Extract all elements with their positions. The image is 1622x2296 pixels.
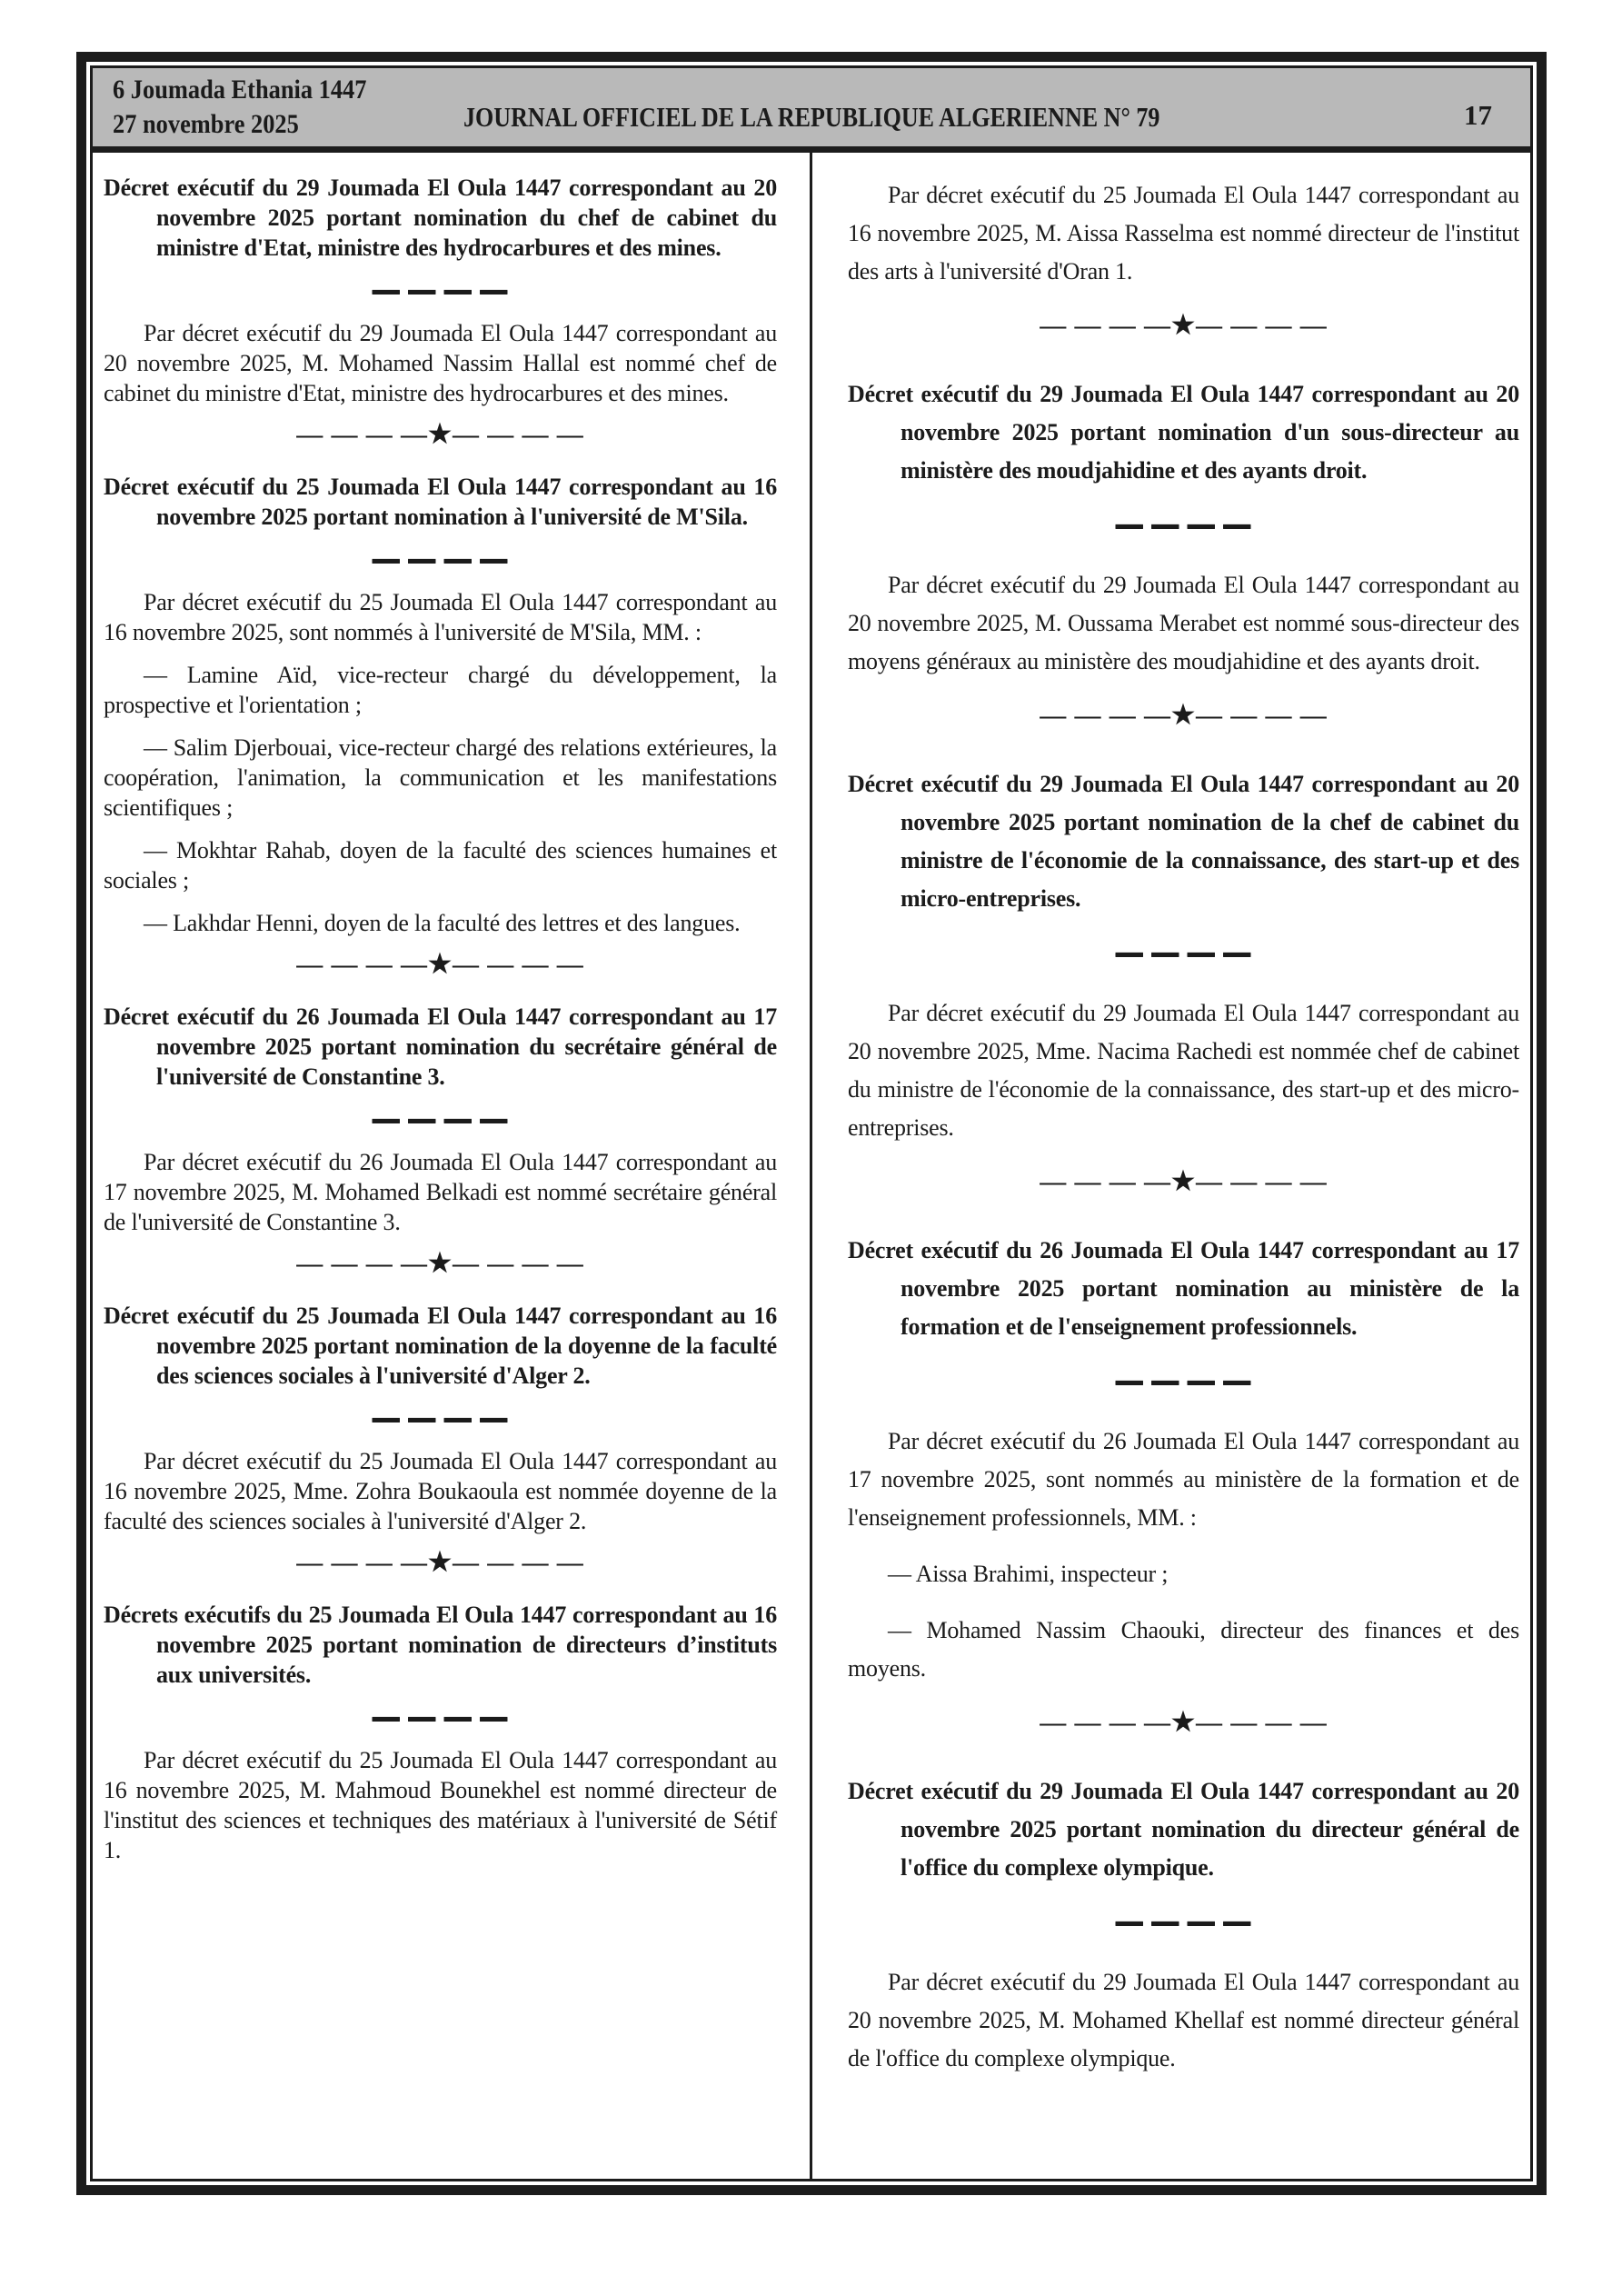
decree-heading: Décret exécutif du 29 Joumada El Oula 1447 correspondant au 20 novembre 2025 portant nomination du directeur général de l'office du complexe olympique. (848, 1778, 1519, 1881)
dash-separator: — — — — (372, 1402, 509, 1432)
star-separator: — — — —★— — — — (1040, 1708, 1328, 1737)
star-separator: — — — —★— — — — (296, 420, 584, 449)
gregorian-date: 27 novembre 2025 (113, 109, 299, 139)
star-separator: — — — —★— — — — (296, 1548, 584, 1577)
star-separator: — — — —★— — — — (296, 1249, 584, 1278)
decree-heading: Décret exécutif du 25 Joumada El Oula 1447 correspondant au 16 novembre 2025 portant nomination de la doyenne de la faculté des sciences sociales à l'université d'Alger 2. (104, 1303, 777, 1389)
page-inner-border (90, 65, 1533, 2181)
journal-title: JOURNAL OFFICIEL DE LA REPUBLIQUE ALGERIENNE N° 79 (463, 101, 1160, 133)
decree-heading: Décrets exécutifs du 25 Joumada El Oula 1447 correspondant au 16 novembre 2025 portant nomination de directeurs d’instituts aux universités. (104, 1602, 777, 1688)
hijri-date: 6 Joumada Ethania 1447 (113, 75, 367, 105)
page-content (93, 153, 1530, 2179)
column-divider (810, 153, 812, 2179)
decree-heading: Décret exécutif du 29 Joumada El Oula 1447 correspondant au 20 novembre 2025 portant nomination de la chef de cabinet du ministre de l'économie de la connaissance, des start-up et des micro-entreprises. (848, 771, 1519, 912)
page-frame (76, 52, 1547, 2195)
decree-paragraph: Par décret exécutif du 26 Joumada El Oula 1447 correspondant au 17 novembre 2025, sont nommés au ministère de la formation et de l'enseignement professionnels, MM. : (848, 1428, 1519, 1531)
star-separator: — — — —★— — — — (296, 950, 584, 979)
decree-paragraph: Par décret exécutif du 29 Joumada El Oula 1447 correspondant au 20 novembre 2025, M. Mohamed Khellaf est nommé directeur général de l'office du complexe olympique. (848, 1969, 1519, 2071)
nomination-list-item: — Lakhdar Henni, doyen de la faculté des lettres et des langues. (144, 910, 741, 936)
content-left-column (93, 153, 811, 2179)
nomination-list-item: — Mokhtar Rahab, doyen de la faculté des sciences humaines et sociales ; (104, 837, 777, 893)
star-separator: — — — —★— — — — (1040, 311, 1328, 340)
dash-separator: — — — — (372, 543, 509, 573)
decree-heading: Décret exécutif du 29 Joumada El Oula 1447 correspondant au 20 novembre 2025 portant nomination d'un sous-directeur au ministère des moudjahidine et des ayants droit. (848, 381, 1519, 484)
decree-heading: Décret exécutif du 26 Joumada El Oula 1447 correspondant au 17 novembre 2025 portant nomination au ministère de la formation et de l'enseignement professionnels. (848, 1237, 1519, 1340)
decree-paragraph: Par décret exécutif du 29 Joumada El Oula 1447 correspondant au 20 novembre 2025, M. Oussama Merabet est nommé sous-directeur des moyens généraux au ministère des moudjahidine et des ayants droit. (848, 572, 1519, 674)
dash-separator: — — — — (1115, 508, 1252, 538)
content-right-column (811, 153, 1530, 2179)
nomination-list-item: — Salim Djerbouai, vice-recteur chargé des relations extérieures, la coopération, l'animation, la communication et les manifestations scientifiques ; (104, 734, 777, 821)
decree-paragraph: Par décret exécutif du 25 Joumada El Oula 1447 correspondant au 16 novembre 2025, M. Mahmoud Bounekhel est nommé directeur de l'institut des sciences et techniques des matériaux à l'université de Sétif 1. (104, 1747, 777, 1863)
decree-paragraph: Par décret exécutif du 25 Joumada El Oula 1447 correspondant au 16 novembre 2025, sont nommés à l'université de M'Sila, MM. : (104, 589, 777, 645)
decree-heading: Décret exécutif du 25 Joumada El Oula 1447 correspondant au 16 novembre 2025 portant nomination à l'université de M'Sila. (104, 474, 777, 530)
page-number: 17 (1464, 99, 1492, 131)
decree-paragraph: Par décret exécutif du 26 Joumada El Oula 1447 correspondant au 17 novembre 2025, M. Mohamed Belkadi est nommé secrétaire général de l'université de Constantine 3. (104, 1149, 777, 1235)
decree-heading: Décret exécutif du 26 Joumada El Oula 1447 correspondant au 17 novembre 2025 portant nomination du secrétaire général de l'université de Constantine 3. (104, 1003, 777, 1090)
decree-paragraph: Par décret exécutif du 25 Joumada El Oula 1447 correspondant au 16 novembre 2025, Mme. Zohra Boukaoula est nommée doyenne de la faculté des sciences sociales à l'université d'Alger 2. (104, 1448, 777, 1534)
dash-separator: — — — — (1115, 1905, 1252, 1935)
decree-paragraph: Par décret exécutif du 25 Joumada El Oula 1447 correspondant au 16 novembre 2025, M. Aissa Rasselma est nommé directeur de l'institut des arts à l'université d'Oran 1. (848, 182, 1519, 285)
nomination-list-item: — Mohamed Nassim Chaouki, directeur des finances et des moyens. (848, 1617, 1519, 1682)
journal-title-wrap (93, 101, 1530, 134)
star-separator: — — — —★— — — — (1040, 701, 1328, 730)
nomination-list-item: — Aissa Brahimi, inspecteur ; (888, 1561, 1169, 1587)
dash-separator: — — — — (372, 1701, 509, 1731)
dash-separator: — — — — (372, 1103, 509, 1133)
page-header-band (93, 68, 1530, 153)
nomination-list-item: — Lamine Aïd, vice-recteur chargé du développement, la prospective et l'orientation ; (104, 662, 777, 718)
dash-separator: — — — — (1115, 1364, 1252, 1394)
decree-paragraph: Par décret exécutif du 29 Joumada El Oula 1447 correspondant au 20 novembre 2025, M. Mohamed Nassim Hallal est nommé chef de cabinet du ministre d'Etat, ministre des hydrocarbures et des mines. (104, 320, 777, 406)
star-separator: — — — —★— — — — (1040, 1167, 1328, 1196)
dash-separator: — — — — (1115, 936, 1252, 966)
decree-paragraph: Par décret exécutif du 29 Joumada El Oula 1447 correspondant au 20 novembre 2025, Mme. Nacima Rachedi est nommée chef de cabinet du ministre de l'économie de la connaissance, des start-up et des micro-entreprises. (848, 1000, 1519, 1141)
decree-heading: Décret exécutif du 29 Joumada El Oula 1447 correspondant au 20 novembre 2025 portant nomination du chef de cabinet du ministre d'Etat, ministre des hydrocarbures et des mines. (104, 175, 777, 261)
dash-separator: — — — — (372, 274, 509, 304)
